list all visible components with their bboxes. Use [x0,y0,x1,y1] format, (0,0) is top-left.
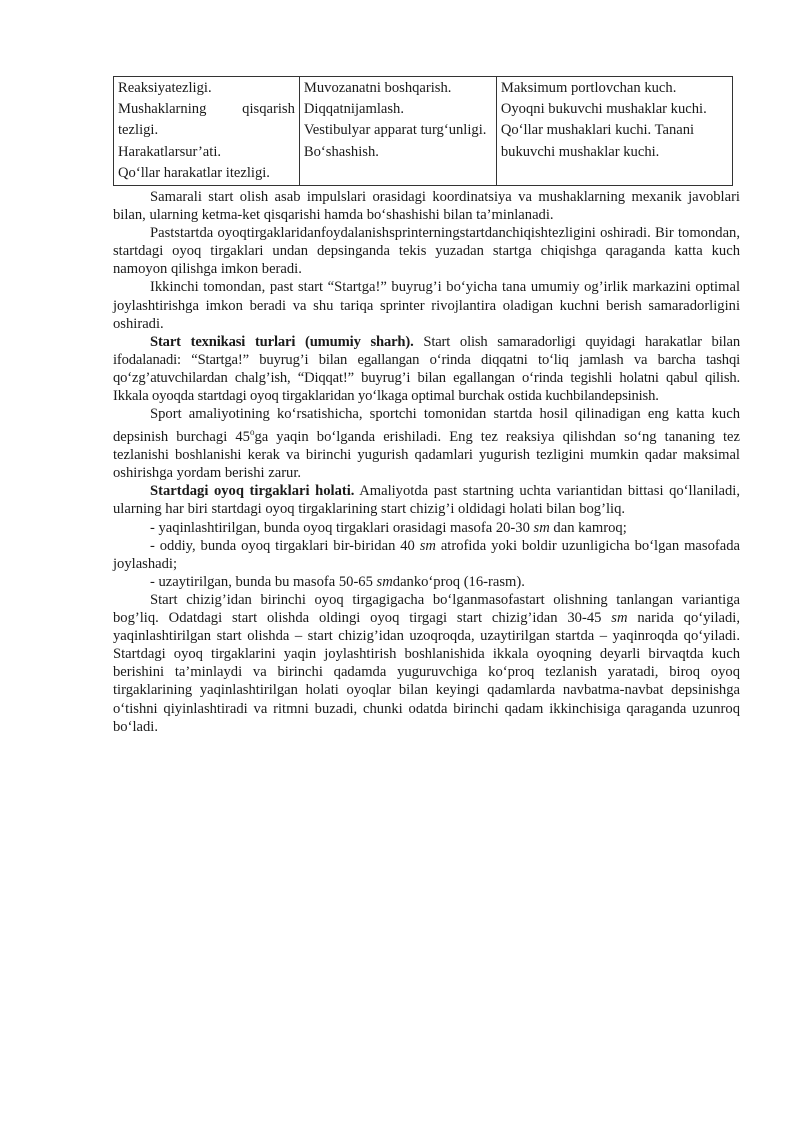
unit-text: sm [376,573,393,590]
cell-line: Oyoqni bukuvchi mushaklar kuchi. [500,101,707,118]
paragraph [113,482,740,518]
list-text: - uzaytirilgan, bunda bu masofa 50-65 [150,573,377,590]
paragraph-text: ga yaqin bo‘lganda erishiladi. Eng tez reaksiya qilishdan so‘ng tananing tez tezlanishi boshlanishi kerak va birinchi yugurish qadamlari yugurish tezligini mumkin qadar maksimal oshirishga yordam berishi zarur. [113,429,740,482]
paragraph-text: Start olish samaradorligi quyidagi harakatlar bilan ifodalanadi: “Startga!” buyrug’i bilan egallangan o‘rinda diqqatni to‘liq jamlash va barcha tashqi qo‘zg’atuvchilardan chalg’ish, “Diqqat!” buyrug’i bilan egallangan o‘rinda tegishli holatni qabul qilish. Ikkala oyoqda startdagi oyoq tirgaklaridan yo‘lkaga optimal burchak ostida kuchbilandepsinish. [113,333,740,405]
paragraph [113,405,740,482]
cell-line: Bo‘shashish. [303,143,379,160]
paragraph-text: Sport amaliyotining ko‘rsatishicha, sportchi tomonidan startda hosil qilinadigan eng katta kuch depsinish burchagi 45 [113,406,740,446]
list-item [113,573,740,591]
cell-line: Maksimum portlovchan kuch. [500,80,677,96]
unit-text: sm [419,537,436,554]
table-cell [299,77,496,186]
cell-line: Diqqatnijamlash. [303,101,405,118]
list-text: - oddiy, bunda oyoq tirgaklari bir-biridan 40 [150,537,420,554]
degree-superscript: o [249,427,255,438]
list-item [113,519,740,537]
paragraph [113,333,740,405]
cell-line: Qo‘llar mushaklari kuchi. Tanani bukuvchi mushaklar kuchi. [500,122,695,160]
list-text: atrofida yoki boldir uzunligicha bo‘lgan masofada joylashadi; [113,537,740,572]
cell-line: Qo‘llar harakatlar itezligi. [118,164,270,181]
paragraph-text: narida qo‘yiladi, yaqinlashtirilgan start olishda – start chizig’idan uzoqroqda, uzaytirilgan startda – yaqinroqda qo‘yiladi. Startdagi oyoq tirgaklarini yaqin joylashtirish boshlanishida ikkala oyoqning deyarli birvaqtda kuch berishini ta’minlaydi va birinchi qadamda yuguruvchiga ko‘proq tezlanish yaratadi, biroq oyoq tirgaklarining yaqinlashtirilgan holati oyoqlar bilan keyingi qadamlarda navbatma-navbat depsinishga o‘tishni qiyinlashtiradi va ritmni buzadi, chunki odatda birinchi qadam ikkinchisiga qaraganda uzunroq bo‘ladi. [113,610,740,735]
paragraph: Paststartda oyoqtirgaklaridanfoydalanishsprinterningstartdanchiqishtezligini oshiradi. Bir tomondan, startdagi oyoq tirgaklari undan depsinganda tekis yuzadan startga chiqishga qaraganda katta kuch namoyon qilishga imkon beradi. [113,225,740,278]
table-cell [114,77,300,186]
cell-line: Mushaklarning qisqarish tezligi. [118,101,295,139]
cell-line: Vestibulyar apparat turg‘unligi. [303,122,487,139]
cell-line: Muvozanatni boshqarish. [303,80,452,96]
list-item [113,537,740,573]
cell-line: Harakatlarsur’ati. [118,143,222,160]
document-page [113,76,740,736]
paragraph [113,591,740,736]
section-heading: Startdagi oyoq tirgaklari holati. [150,483,355,500]
unit-text: sm [533,519,550,536]
list-text: dan kamroq; [549,519,627,536]
list-text: - yaqinlashtirilgan, bunda oyoq tirgaklari orasidagi masofa 20-30 [150,519,534,536]
table-cell [496,77,732,186]
list-text: danko‘proq (16-rasm). [392,573,525,590]
cell-line: Reaksiyatezligi. [118,80,212,96]
unit-text: sm [611,610,628,627]
paragraph: Samarali start olish asab impulslari orasidagi koordinatsiya va mushaklarning mexanik javoblari bilan, ularning ketma-ket qisqarishi hamda bo‘shashishi bilan ta’minlanadi. [113,189,740,224]
table-row [114,77,733,186]
qualities-table [113,76,733,186]
paragraph-text: Start chizig’idan birinchi oyoq tirgagigacha bo‘lganmasofastart olishning tanlangan variantiga bog’liq. Odatdagi start olishda oldingi oyoq tirgagi start chizig’idan 30-45 [113,591,740,627]
paragraph-text: Amaliyotda past startning uchta variantidan bittasi qo‘llaniladi, ularning har biri startdagi oyoq tirgaklarining start chizig’i oldidagi holati bilan bog’liq. [113,483,741,518]
section-heading: Start texnikasi turlari (umumiy sharh). [150,333,414,350]
paragraph: Ikkinchi tomondan, past start “Startga!” buyrug’i bo‘yicha tana umumiy og’irlik markazini optimal joylashtirishga imkon beradi va shu tariqa sprinter rivojlantira oladigan kuchni berish samaradorligini oshiradi. [113,279,740,332]
